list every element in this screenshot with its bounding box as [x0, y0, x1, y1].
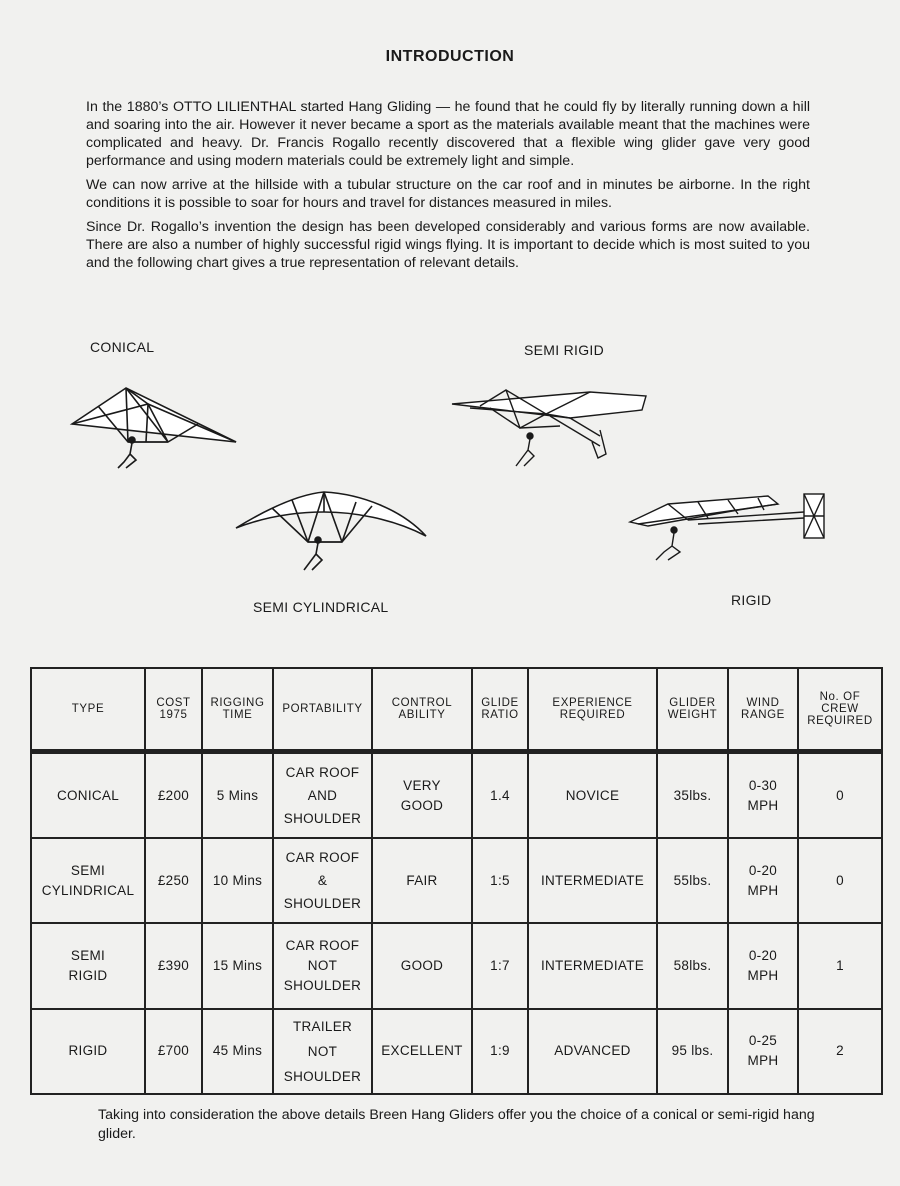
- page-title: INTRODUCTION: [385, 48, 515, 65]
- table-header-row: [31, 668, 882, 752]
- label-conical: CONICAL: [90, 339, 155, 355]
- cell-portability: CAR ROOF & SHOULDER: [273, 838, 372, 923]
- cell-glide-ratio: 1.4: [472, 752, 528, 839]
- cell-wind-range: 0-20 MPH: [728, 838, 798, 923]
- cell-glider-weight: 55lbs.: [657, 838, 728, 923]
- header-control-ability: CONTROL ABILITY: [372, 668, 472, 752]
- semi-cylindrical-glider-illustration: [232, 486, 430, 578]
- footer-text: Taking into consideration the above details Breen Hang Gliders offer you the choice of a conical or semi-rigid hang glider.: [98, 1107, 815, 1142]
- cell-glider-weight: 58lbs.: [657, 923, 728, 1008]
- cell-glider-weight: 35lbs.: [657, 752, 728, 839]
- cell-glide-ratio: 1:7: [472, 923, 528, 1008]
- cell-rigging-time: 10 Mins: [202, 838, 273, 923]
- semi-rigid-glider-illustration: [450, 386, 648, 472]
- cell-portability: TRAILER NOT SHOULDER: [273, 1009, 372, 1094]
- header-experience: EXPERIENCE REQUIRED: [528, 668, 657, 752]
- intro-paragraph-3: Since Dr. Rogallo’s invention the design has been developed considerably and various forms are now available. There are also a number of highly successful rigid wings flying. It is important to decide which is most suited to you and the following chart gives a true representation of relevant details.: [86, 219, 810, 271]
- cell-cost: £200: [145, 752, 202, 839]
- header-portability: PORTABILITY: [273, 668, 372, 752]
- cell-experience: NOVICE: [528, 752, 657, 839]
- cell-control-ability: VERY GOOD: [372, 752, 472, 839]
- cell-glider-weight: 95 lbs.: [657, 1009, 728, 1094]
- cell-type: SEMI CYLINDRICAL: [31, 838, 145, 923]
- cell-experience: ADVANCED: [528, 1009, 657, 1094]
- header-cost: COST 1975: [145, 668, 202, 752]
- cell-portability: CAR ROOF NOT SHOULDER: [273, 923, 372, 1008]
- cell-control-ability: FAIR: [372, 838, 472, 923]
- cell-control-ability: EXCELLENT: [372, 1009, 472, 1094]
- cell-crew: 1: [798, 923, 882, 1008]
- cell-wind-range: 0-20 MPH: [728, 923, 798, 1008]
- cell-crew: 0: [798, 838, 882, 923]
- label-semi-rigid: SEMI RIGID: [524, 342, 605, 358]
- intro-text: [86, 98, 810, 278]
- cell-glide-ratio: 1:5: [472, 838, 528, 923]
- cell-wind-range: 0-25 MPH: [728, 1009, 798, 1094]
- cell-wind-range: 0-30 MPH: [728, 752, 798, 839]
- header-crew: No. OF CREW REQUIRED: [798, 668, 882, 752]
- cell-control-ability: GOOD: [372, 923, 472, 1008]
- table-row: [31, 923, 882, 1008]
- cell-cost: £390: [145, 923, 202, 1008]
- header-rigging-time: RIGGING TIME: [202, 668, 273, 752]
- cell-glide-ratio: 1:9: [472, 1009, 528, 1094]
- cell-rigging-time: 45 Mins: [202, 1009, 273, 1094]
- cell-rigging-time: 5 Mins: [202, 752, 273, 839]
- conical-glider-illustration: [68, 382, 240, 477]
- cell-cost: £250: [145, 838, 202, 923]
- cell-type: RIGID: [31, 1009, 145, 1094]
- label-semi-cylindrical: SEMI CYLINDRICAL: [253, 599, 389, 615]
- cell-experience: INTERMEDIATE: [528, 923, 657, 1008]
- cell-portability: CAR ROOF AND SHOULDER: [273, 752, 372, 839]
- rigid-glider-illustration: [628, 490, 830, 574]
- cell-type: CONICAL: [31, 752, 145, 839]
- header-glide-ratio: GLIDE RATIO: [472, 668, 528, 752]
- cell-cost: £700: [145, 1009, 202, 1094]
- cell-type: SEMI RIGID: [31, 923, 145, 1008]
- cell-rigging-time: 15 Mins: [202, 923, 273, 1008]
- intro-paragraph-2: We can now arrive at the hillside with a tubular structure on the car roof and in minutes be airborne. In the right conditions it is possible to soar for hours and travel for distances measured in miles.: [86, 177, 810, 211]
- header-wind-range: WIND RANGE: [728, 668, 798, 752]
- cell-crew: 2: [798, 1009, 882, 1094]
- table-row: [31, 838, 882, 923]
- label-rigid: RIGID: [731, 592, 772, 608]
- intro-paragraph-1: In the 1880’s OTTO LILIENTHAL started Hang Gliding — he found that he could fly by literally running down a hill and soaring into the air. However it never became a sport as the materials available meant that the machines were complicated and heavy. Dr. Francis Rogallo recently discovered that a flexible wing glider gave very good performance and using modern materials could be extremely light and simple.: [86, 99, 810, 169]
- table-row: [31, 1009, 882, 1094]
- cell-experience: INTERMEDIATE: [528, 838, 657, 923]
- header-glider-weight: GLIDER WEIGHT: [657, 668, 728, 752]
- header-type: TYPE: [31, 668, 145, 752]
- cell-crew: 0: [798, 752, 882, 839]
- table-row: [31, 752, 882, 839]
- glider-comparison-table: [30, 667, 883, 1095]
